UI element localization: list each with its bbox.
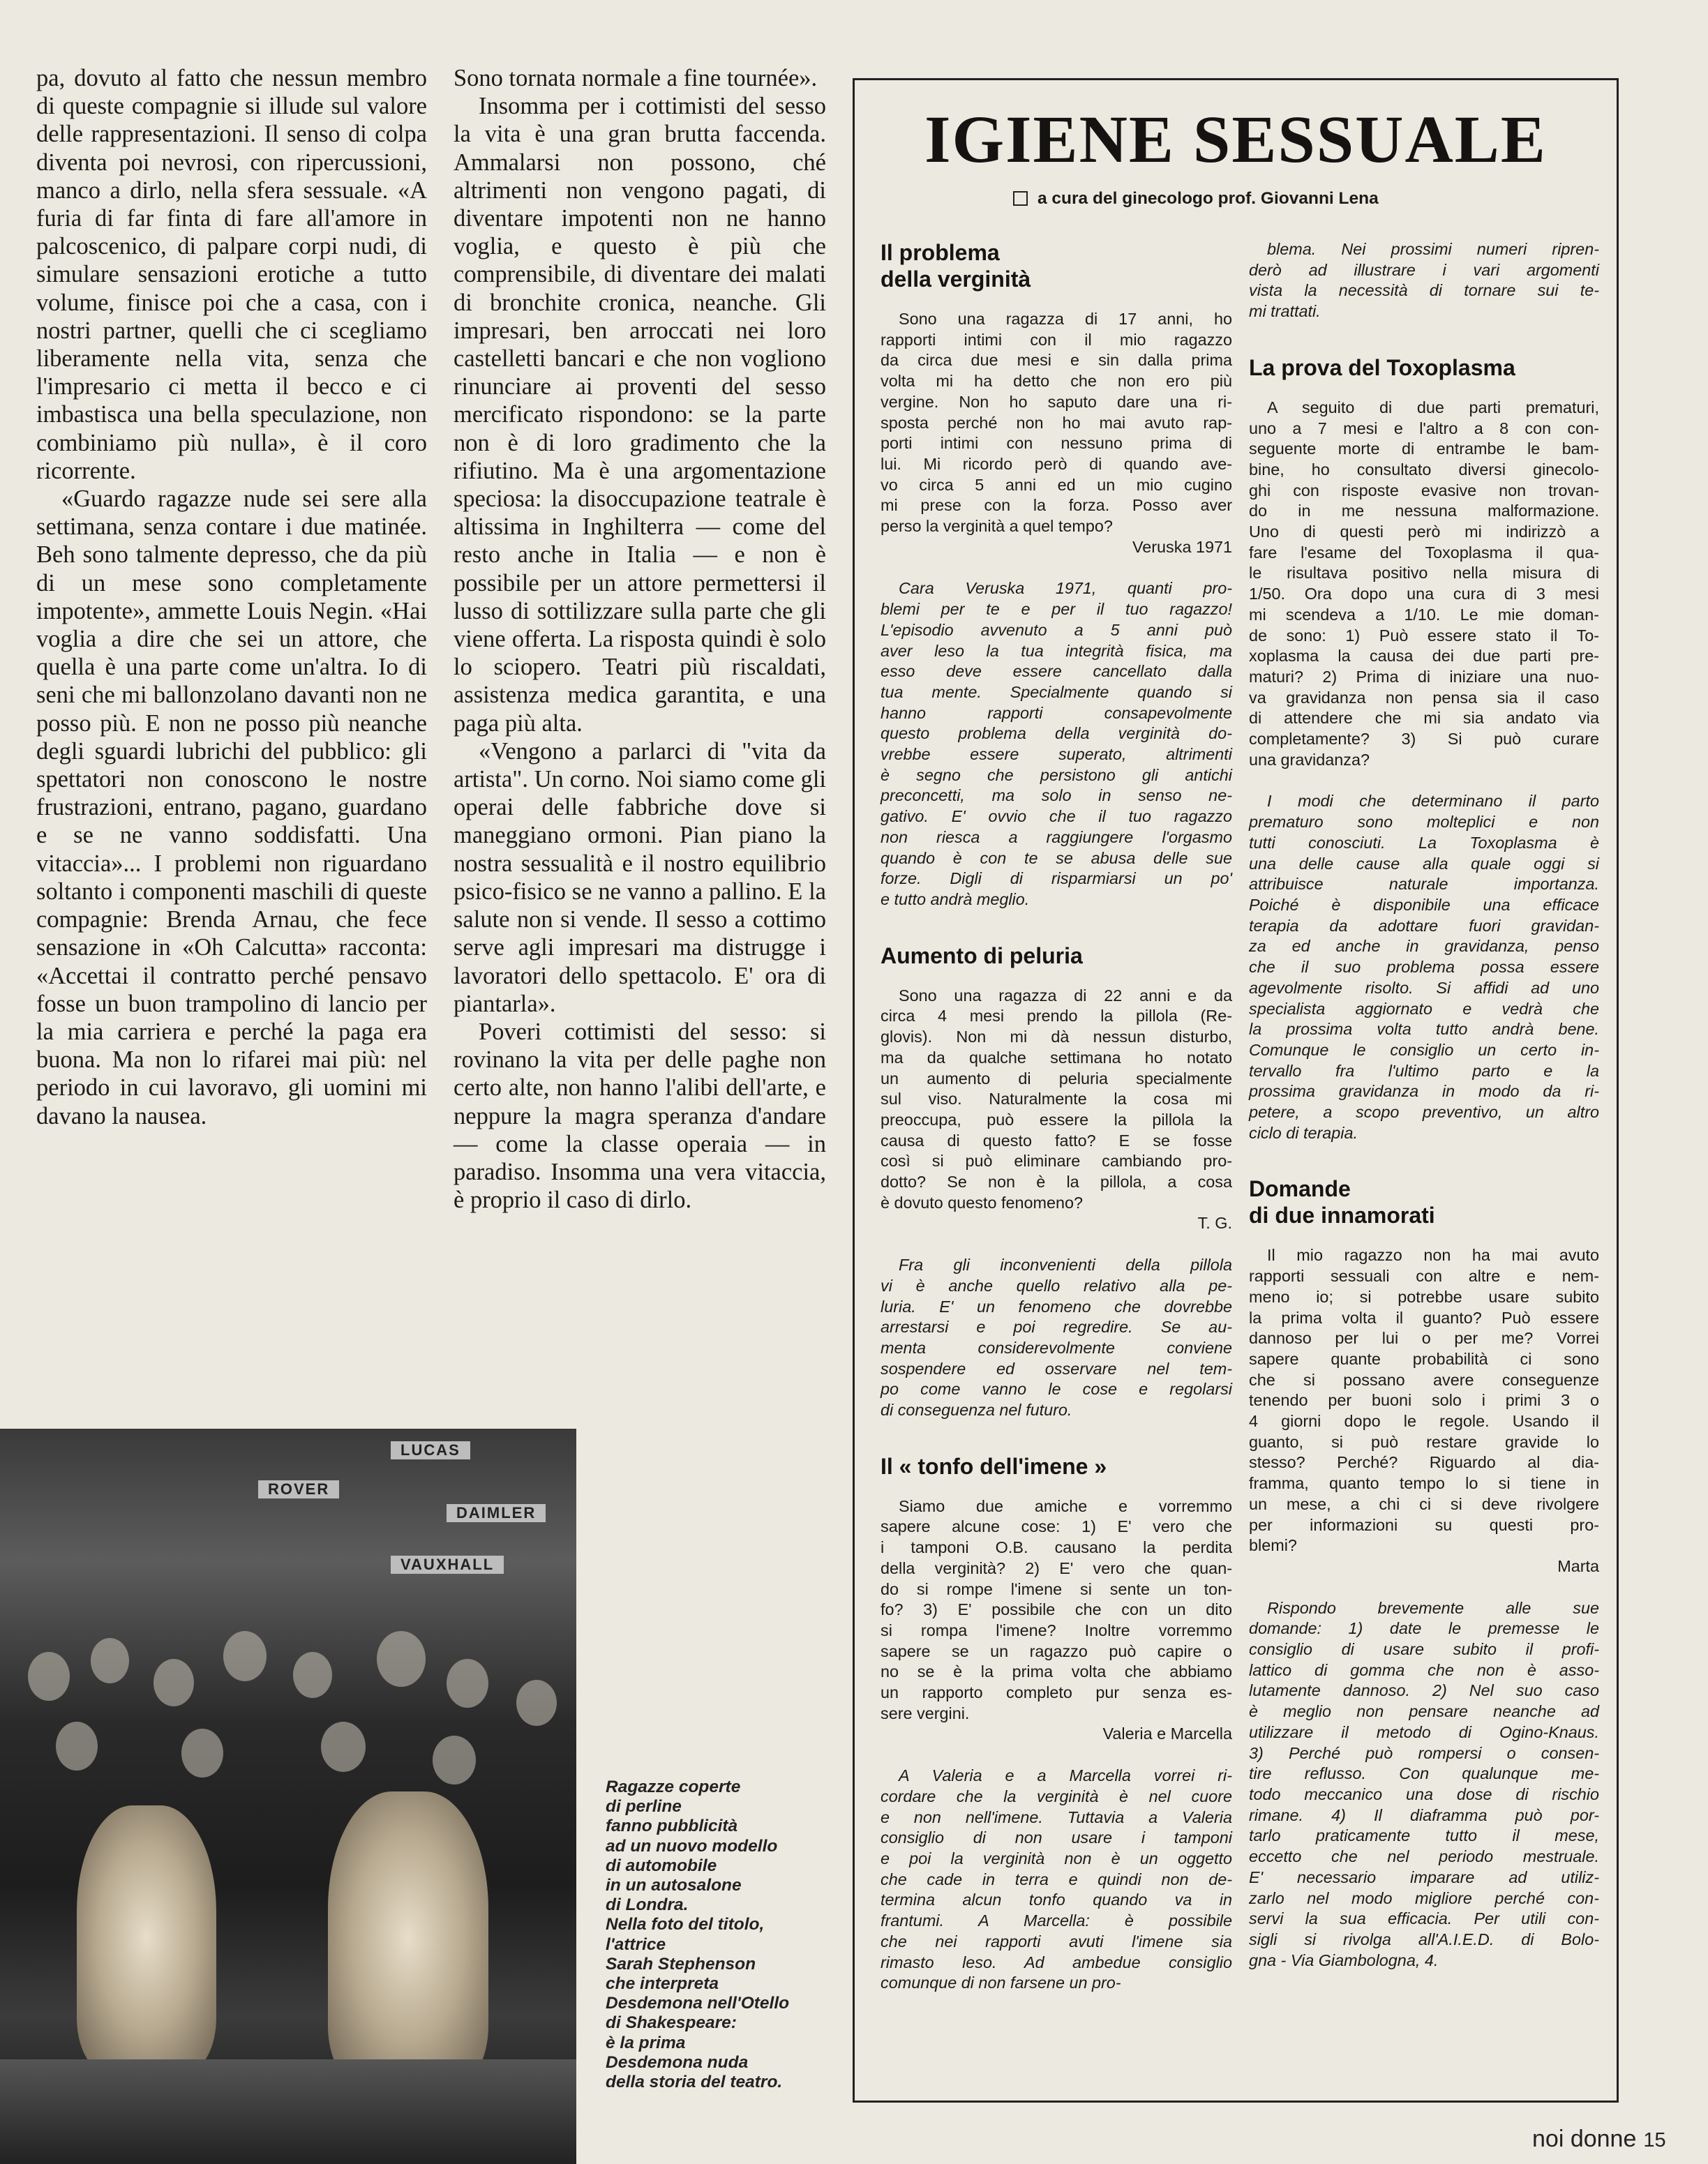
text-line: preoccupa, può essere la pillola la xyxy=(881,1110,1232,1129)
article-paragraph: Poveri cottimisti del sesso: si rovinano la vita per delle paghe non certo alte, non hanno l'alibi dell'arte, e neppure la magra speranza d'andare — come la classe operaia — in paradiso. Insomma una vera vitaccia, è proprio il caso di dirlo. xyxy=(454,1018,826,1214)
article-paragraph: pa, dovuto al fatto che nessun membro di queste compagnie si illude sul valore delle rappresentazioni. Il senso di colpa diventa poi nevrosi, con ripercussioni, manco a dirlo, nella sfera sessuale. «A furia di far finta di fare all'amore in palcoscenico, di palpare corpi nudi, di simulare sensazioni erotiche a tutto volume, finisce poi che a casa, con i nostri partner, quelli che ci scegliamo liberamente nella vita, senza che l'impresario ci metta il becco e ci imbastisca una bella speculazione, non combiniamo più nulla», è il coro ricorrente. xyxy=(36,65,427,484)
text-line: sapere quante probabilità ci sono xyxy=(1249,1349,1599,1368)
caption-line: l'attrice xyxy=(606,1934,666,1954)
caption-line: Nella foto del titolo, xyxy=(606,1915,765,1934)
text-line: volta mi ha detto che non ero più xyxy=(881,372,1232,391)
answer-block xyxy=(881,578,1232,910)
text-line: di attendere che mi sia andato via xyxy=(1249,709,1599,728)
text-line: di conseguenza nel futuro. xyxy=(881,1401,1072,1420)
article-paragraph: «Vengono a parlarci di "vita da artista". Un corno. Noi siamo come gli operai delle fabbriche dove si maneggiano ormoni. Pian piano la nostra sessualità e il nostro equilibrio psico-fisico se ne vanno a pallino. E la salute non si vende. Il sesso a cottimo serve agli impresari ma distrugge i lavoratori dello spettacolo. E' ora di piantarla». xyxy=(454,737,826,1017)
text-line: perso la verginità a quel tempo? xyxy=(881,517,1113,536)
text-line: Fra gli inconvenienti della pillola xyxy=(899,1256,1232,1275)
question-block xyxy=(881,986,1232,1234)
caption-line: Desdemona nuda xyxy=(606,2052,749,2072)
heading-gap xyxy=(881,1480,1232,1496)
text-line: che si possano avere conseguenze xyxy=(1249,1370,1599,1389)
text-line: blemi per te e per il tuo ragazzo! xyxy=(881,600,1232,619)
section-heading: Domande xyxy=(1249,1176,1351,1202)
photo-sign-4: VAUXHALL xyxy=(391,1556,504,1574)
text-line: specialista aggiornato e vedrà che xyxy=(1249,999,1599,1018)
question-block xyxy=(1249,1245,1599,1577)
text-line: rimasto leso. Ad ambedue consiglio xyxy=(881,1953,1232,1971)
caption-line: ad un nuovo modello xyxy=(606,1836,778,1856)
checkbox-square-icon xyxy=(1013,191,1028,206)
section-gap xyxy=(1249,1143,1599,1175)
page-footer xyxy=(1532,2125,1666,2154)
text-line: questo problema della verginità do- xyxy=(881,724,1232,743)
para-gap xyxy=(1249,1577,1599,1598)
caption-line: di automobile xyxy=(606,1856,717,1875)
answer-block xyxy=(881,1766,1232,1994)
letter-signature: Valeria e Marcella xyxy=(1102,1725,1232,1743)
text-line: vrebbe essere superato, altrimenti xyxy=(881,745,1232,764)
text-line: gativo. E' ovvio che il tuo ragazzo xyxy=(881,807,1232,826)
heading-gap xyxy=(881,292,1232,309)
text-line: bine, ho consultato diversi ginecolo- xyxy=(1249,460,1599,479)
section-gap xyxy=(881,910,1232,942)
text-line: Rispondo brevemente alle sue xyxy=(1267,1598,1599,1617)
text-line: luria. E' un fenomeno che dovrebbe xyxy=(881,1297,1232,1316)
text-line: gna - Via Giambologna, 4. xyxy=(1249,1951,1439,1969)
autosalone-photo xyxy=(0,1429,576,2164)
text-line: forze. Digli di risparmiarsi un po' xyxy=(881,869,1232,888)
text-line: una delle cause alla quale oggi si xyxy=(1249,854,1599,873)
text-line: quando è con te se abusa delle sue xyxy=(881,848,1232,867)
text-line: lattico di gomma che non è asso- xyxy=(1249,1660,1599,1679)
section-heading: Aumento di peluria xyxy=(881,942,1083,968)
text-line: A Valeria e a Marcella vorrei ri- xyxy=(899,1766,1232,1785)
text-line: un mese, a chi ci si deve rivolgere xyxy=(1249,1494,1599,1513)
answer-block xyxy=(1249,239,1599,322)
text-line: Cara Veruska 1971, quanti pro- xyxy=(899,579,1232,598)
text-line: completamente? 3) Si può curare xyxy=(1249,730,1599,749)
text-line: preconcetti, ma solo in senso ne- xyxy=(881,786,1232,805)
text-line: glovis). Non mi dà nessun disturbo, xyxy=(881,1028,1232,1046)
text-line: derò ad illustrare i vari argomenti xyxy=(1249,260,1599,279)
para-gap xyxy=(881,557,1232,578)
text-line: domande: 1) date le premesse le xyxy=(1249,1619,1599,1638)
box-subtitle-text: a cura del ginecologo prof. Giovanni Lena xyxy=(1037,189,1379,208)
text-line: consiglio di non usare i tamponi xyxy=(881,1828,1232,1847)
text-line: xoplasma la causa dei due parti pre- xyxy=(1249,647,1599,666)
text-line: esso deve essere cancellato dalla xyxy=(881,662,1232,681)
text-line: cordare che la verginità è nel cuore xyxy=(881,1787,1232,1805)
letter-signature: Marta xyxy=(1557,1556,1599,1575)
text-line: fare l'esame del Toxoplasma il qua- xyxy=(1249,543,1599,562)
section-heading: della verginità xyxy=(881,266,1031,292)
section-heading: di due innamorati xyxy=(1249,1203,1435,1228)
caption-line: della storia del teatro. xyxy=(606,2073,783,2092)
text-line: che nei rapporti avuti l'imene sia xyxy=(881,1932,1232,1951)
text-line: E' necessario imparare ad utiliz- xyxy=(1249,1868,1599,1886)
text-line: e non nell'imene. Tuttavia a Valeria xyxy=(881,1808,1232,1826)
article-column-2 xyxy=(454,64,826,1214)
text-line: mi scendeva a 1/10. Le mie doman- xyxy=(1249,605,1599,624)
text-line: frantumi. A Marcella: è possibile xyxy=(881,1911,1232,1930)
text-line: Sono una ragazza di 17 anni, ho xyxy=(899,310,1232,328)
text-line: tervallo fra l'ultimo parto e la xyxy=(1249,1061,1599,1080)
article-column-1 xyxy=(36,64,427,1130)
text-line: sul viso. Naturalmente la cosa mi xyxy=(881,1090,1232,1109)
section-heading: La prova del Toxoplasma xyxy=(1249,354,1515,380)
text-line: A seguito di due parti prematuri, xyxy=(1267,398,1599,416)
text-line: vo circa 5 anni ed un mio cugino xyxy=(881,475,1232,494)
text-line: 1/50. Ora dopo una cura di 3 mesi xyxy=(1249,585,1599,603)
text-line: menta considerevolmente conviene xyxy=(881,1338,1232,1357)
photo-sign-3: DAIMLER xyxy=(447,1504,546,1522)
text-line: guanto, si può restare gravide lo xyxy=(1249,1432,1599,1451)
text-line: maturi? 2) Prima di iniziare una nuo- xyxy=(1249,667,1599,686)
photo-sign-1: LUCAS xyxy=(391,1441,470,1459)
heading-gap xyxy=(1249,1228,1599,1245)
article-paragraph: Sono tornata normale a fine tournée». xyxy=(454,65,818,91)
text-line: de sono: 1) Può essere stato il To- xyxy=(1249,626,1599,645)
text-line: va gravidanza non pensa sia il caso xyxy=(1249,688,1599,707)
text-line: mi prese con la forza. Posso aver xyxy=(881,496,1232,515)
text-line: un rapporto completo pur senza es- xyxy=(881,1683,1232,1702)
text-line: vergine. Non ho saputo dare una ri- xyxy=(881,392,1232,411)
text-line: è segno che persistono gli antichi xyxy=(881,765,1232,784)
text-line: dotto? Se non è la pillola, a cosa xyxy=(881,1173,1232,1192)
question-block xyxy=(881,1496,1232,1745)
text-line: zarlo nel modo migliore perché con- xyxy=(1249,1888,1599,1907)
text-line: ciclo di terapia. xyxy=(1249,1123,1358,1142)
para-gap xyxy=(1249,770,1599,791)
text-line: che cade in terra e quindi non de- xyxy=(881,1870,1232,1888)
text-line: della verginità? 2) E' vero che quan- xyxy=(881,1558,1232,1577)
caption-line: in un autosalone xyxy=(606,1876,742,1895)
text-line: Comunque le consiglio un certo in- xyxy=(1249,1040,1599,1059)
article-paragraph: Insomma per i cottimisti del sesso la vita è una gran brutta faccenda. Ammalarsi non possono, ché altrimenti non vengono pagati, di diventare impotenti non ne hanno voglia, e questo è più che comprensibile, di diventare dei malati di bronchite cronica, neanche. Gli impresari, ben arroccati nei loro castelletti bancari e che non vogliono rinunciare ai proventi del sesso mercificato rispondono: se la parte non è di loro gradimento che la rifiutino. Ma è una argomentazione speciosa: la disoccupazione teatrale è altissima in Inghilterra — come del resto anche in Italia — e non è possibile per un attore permettersi il lusso di sottilizzare sulla parte che gli viene offerta. La risposta quindi è solo lo sciopero. Teatri più riscaldati, assistenza medica garantita, e una paga più alta. xyxy=(454,93,826,737)
text-line: fo? 3) E' possibile che con un dito xyxy=(881,1600,1232,1619)
text-line: comunque di non farsene un pro- xyxy=(881,1974,1121,1992)
answer-block xyxy=(881,1255,1232,1421)
publication-name: noi donne xyxy=(1532,2126,1637,2152)
text-line: sposta perché non ho mai avuto rap- xyxy=(881,413,1232,432)
text-line: sere vergini. xyxy=(881,1704,970,1722)
text-line: servi la sua efficacia. Per utili con- xyxy=(1249,1909,1599,1928)
text-line: sapere se un ragazzo può capire o xyxy=(881,1641,1232,1660)
text-line: vista la necessità di tornare sui te- xyxy=(1249,281,1599,300)
text-line: lui. Mi ricordo però di quando ave- xyxy=(881,454,1232,473)
box-title: IGIENE SESSUALE xyxy=(924,102,1547,176)
caption-line: Sarah Stephenson xyxy=(606,1954,756,1974)
text-line: dannoso per lui o per me? Vorrei xyxy=(1249,1329,1599,1348)
text-line: rimane. 4) Il diaframma può por- xyxy=(1249,1805,1599,1824)
text-line: e poi la verginità non è un oggetto xyxy=(881,1849,1232,1868)
text-line: Sono una ragazza di 22 anni e da xyxy=(899,986,1232,1005)
text-line: no se è la prima volta che abbiamo xyxy=(881,1662,1232,1681)
para-gap xyxy=(881,1234,1232,1255)
text-line: Il mio ragazzo non ha mai avuto xyxy=(1267,1246,1599,1265)
text-line: do si rompe l'imene si sente un ton- xyxy=(881,1579,1232,1598)
text-line: tenendo per buoni solo i primi 3 o xyxy=(1249,1391,1599,1410)
text-line: tua mente. Specialmente quando si xyxy=(881,682,1232,701)
text-line: è meglio non pensare neanche ad xyxy=(1249,1702,1599,1721)
answer-block xyxy=(1249,791,1599,1143)
text-line: prossima gravidanza in modo da ri- xyxy=(1249,1082,1599,1101)
text-line: framma, quanto tempo lo si tiene in xyxy=(1249,1474,1599,1493)
text-line: blema. Nei prossimi numeri ripren- xyxy=(1267,240,1599,258)
text-line: non riesca a raggiungere l'orgasmo xyxy=(881,827,1232,846)
caption-line: di perline xyxy=(606,1797,682,1817)
text-line: petere, a scopo preventivo, un altro xyxy=(1249,1103,1599,1122)
text-line: hanno rapporti consapevolmente xyxy=(881,703,1232,722)
text-line: ma da qualche settimana ho notato xyxy=(881,1048,1232,1067)
text-line: blemi? xyxy=(1249,1536,1297,1555)
box-column-right xyxy=(1249,239,1599,1971)
text-line: tutti conosciuti. La Toxoplasma è xyxy=(1249,833,1599,852)
photo-sign-2: ROVER xyxy=(258,1480,339,1498)
text-line: un aumento di peluria specialmente xyxy=(881,1069,1232,1088)
text-line: arrestarsi e poi regredire. Se au- xyxy=(881,1318,1232,1337)
text-line: Uno di questi però mi indirizzò a xyxy=(1249,523,1599,541)
text-line: aver leso la tua integrità fisica, ma xyxy=(881,641,1232,660)
text-line: rapporti intimi con il mio ragazzo xyxy=(881,330,1232,349)
section-gap xyxy=(881,1421,1232,1453)
text-line: terapia da adottare fuori gravidan- xyxy=(1249,916,1599,935)
text-line: per informazioni su questi pro- xyxy=(1249,1515,1599,1534)
caption-line: è la prima xyxy=(606,2033,686,2052)
caption-line: Ragazze coperte xyxy=(606,1778,741,1796)
text-line: è dovuto questo fenomeno? xyxy=(881,1193,1084,1212)
section-heading: Il problema xyxy=(881,240,1000,265)
box-subtitle xyxy=(1013,188,1543,209)
heading-gap xyxy=(1249,381,1599,398)
text-line: e tutto andrà meglio. xyxy=(881,889,1030,908)
text-line: vi è anche quello relativo alla pe- xyxy=(881,1276,1232,1295)
text-line: po come vanno le cose e regolarsi xyxy=(881,1380,1232,1399)
text-line: prematuro sono molteplici e non xyxy=(1249,813,1599,832)
text-line: la prossima volta tutto andrà bene. xyxy=(1249,1020,1599,1039)
text-line: I modi che determinano il parto xyxy=(1267,792,1599,811)
para-gap xyxy=(881,1745,1232,1766)
text-line: za ed anche in gravidanza, penso xyxy=(1249,937,1599,956)
answer-block xyxy=(1249,1598,1599,1971)
text-line: do in me nessuna malformazione. xyxy=(1249,502,1599,520)
text-line: lutamente dannoso. 2) Nel suo caso xyxy=(1249,1681,1599,1700)
heading-gap xyxy=(881,969,1232,986)
text-line: consiglio di usare subito il profi- xyxy=(1249,1640,1599,1659)
text-line: termina alcun tonfo quando va in xyxy=(881,1891,1232,1909)
letter-signature: T. G. xyxy=(1197,1214,1232,1233)
page-number: 15 xyxy=(1643,2129,1666,2151)
text-line: uno a 7 mesi e l'altro a 8 con con- xyxy=(1249,419,1599,437)
text-line: 4 giorni dopo le regole. Usando il xyxy=(1249,1412,1599,1431)
text-line: todo meccanico una dose di rischio xyxy=(1249,1785,1599,1803)
text-line: rapporti sessuali con altre e nem- xyxy=(1249,1267,1599,1286)
text-line: si rompa l'imene? Inoltre vorremmo xyxy=(881,1621,1232,1639)
text-line: meno io; si potrebbe usare subito xyxy=(1249,1287,1599,1306)
text-line: i tamponi O.B. causano la perdita xyxy=(881,1538,1232,1557)
photo-caption xyxy=(606,1778,843,2092)
text-line: stesso? Perché? Riguardo al dia- xyxy=(1249,1453,1599,1472)
text-line: da circa due mesi e sin dalla prima xyxy=(881,351,1232,370)
text-line: L'episodio avvenuto a 5 anni può xyxy=(881,620,1232,639)
caption-line: di Shakespeare: xyxy=(606,2013,737,2033)
text-line: una gravidanza? xyxy=(1249,750,1370,769)
text-line: sospendere ed osservare nel tem- xyxy=(881,1359,1232,1378)
text-line: tire reflusso. Con qualunque me- xyxy=(1249,1764,1599,1783)
box-column-left xyxy=(881,239,1232,1994)
text-line: porti intimi con nessuno prima di xyxy=(881,434,1232,453)
text-line: mi trattati. xyxy=(1249,302,1321,321)
text-line: sigli si rivolga all'A.I.E.D. di Bolo- xyxy=(1249,1930,1599,1948)
text-line: le risultava positivo nella misura di xyxy=(1249,564,1599,583)
text-line: tarlo praticamente tutto il mese, xyxy=(1249,1826,1599,1845)
text-line: seguente morte di entrambe le bam- xyxy=(1249,439,1599,458)
caption-line: che interpreta xyxy=(606,1974,719,1994)
text-line: Poiché è disponibile una efficace xyxy=(1249,895,1599,914)
text-line: 3) Perché può rompersi o consen- xyxy=(1249,1743,1599,1762)
caption-line: Desdemona nell'Otello xyxy=(606,1994,790,2013)
text-line: circa 4 mesi prendo la pillola (Re- xyxy=(881,1007,1232,1025)
text-line: ghi con risposte evasive non trovan- xyxy=(1249,481,1599,499)
text-line: attribuisce naturale importanza. xyxy=(1249,875,1599,894)
text-line: Siamo due amiche e vorremmo xyxy=(899,1496,1232,1515)
text-line: che il suo problema possa essere xyxy=(1249,958,1599,977)
text-line: agevolmente risolto. Si affidi ad uno xyxy=(1249,978,1599,997)
text-line: così si può eliminare cambiando pro- xyxy=(881,1152,1232,1171)
article-paragraph: «Guardo ragazze nude sei sere alla settimana, senza contare i due matinée. Beh sono talmente depresso, che da più di un mese sono completamente impotente», ammette Louis Negin. «Hai voglia a dire che sei un attore, che quella è una parte come un'altra. Io di seni che mi ballonzolano davanti non ne posso più. E non ne posso più neanche degli sguardi lubrichi del pubblico: gli spettatori non conoscono le nostre frustrazioni, entrano, pagano, guardano e se ne vanno soddisfatti. Una vitaccia»... I problemi non riguardano soltanto i componenti maschili di queste compagnie: Brenda Arnau, che fece sensazione in «Oh Calcutta» racconta: «Accettai il contratto perché pensavo fosse un buon trampolino di lancio per la mia carriera e perché la paga era buona. Ma non lo rifarei mai più: nel periodo in cui lavoravo, gli uomini mi davano la nausea. xyxy=(36,486,427,1129)
text-line: causa di questo fatto? E se fosse xyxy=(881,1131,1232,1150)
caption-line: fanno pubblicità xyxy=(606,1817,738,1836)
letter-signature: Veruska 1971 xyxy=(1132,537,1232,556)
section-heading: Il « tonfo dell'imene » xyxy=(881,1453,1107,1479)
section-gap xyxy=(1249,322,1599,354)
caption-line: di Londra. xyxy=(606,1895,689,1915)
text-line: sapere alcune cose: 1) E' vero che xyxy=(881,1517,1232,1536)
question-block xyxy=(881,309,1232,557)
text-line: utilizzare il metodo di Ogino-Knaus. xyxy=(1249,1722,1599,1741)
text-line: eccetto che nel periodo mestruale. xyxy=(1249,1847,1599,1866)
question-block xyxy=(1249,398,1599,771)
text-line: la prima volta il guanto? Può essere xyxy=(1249,1308,1599,1327)
